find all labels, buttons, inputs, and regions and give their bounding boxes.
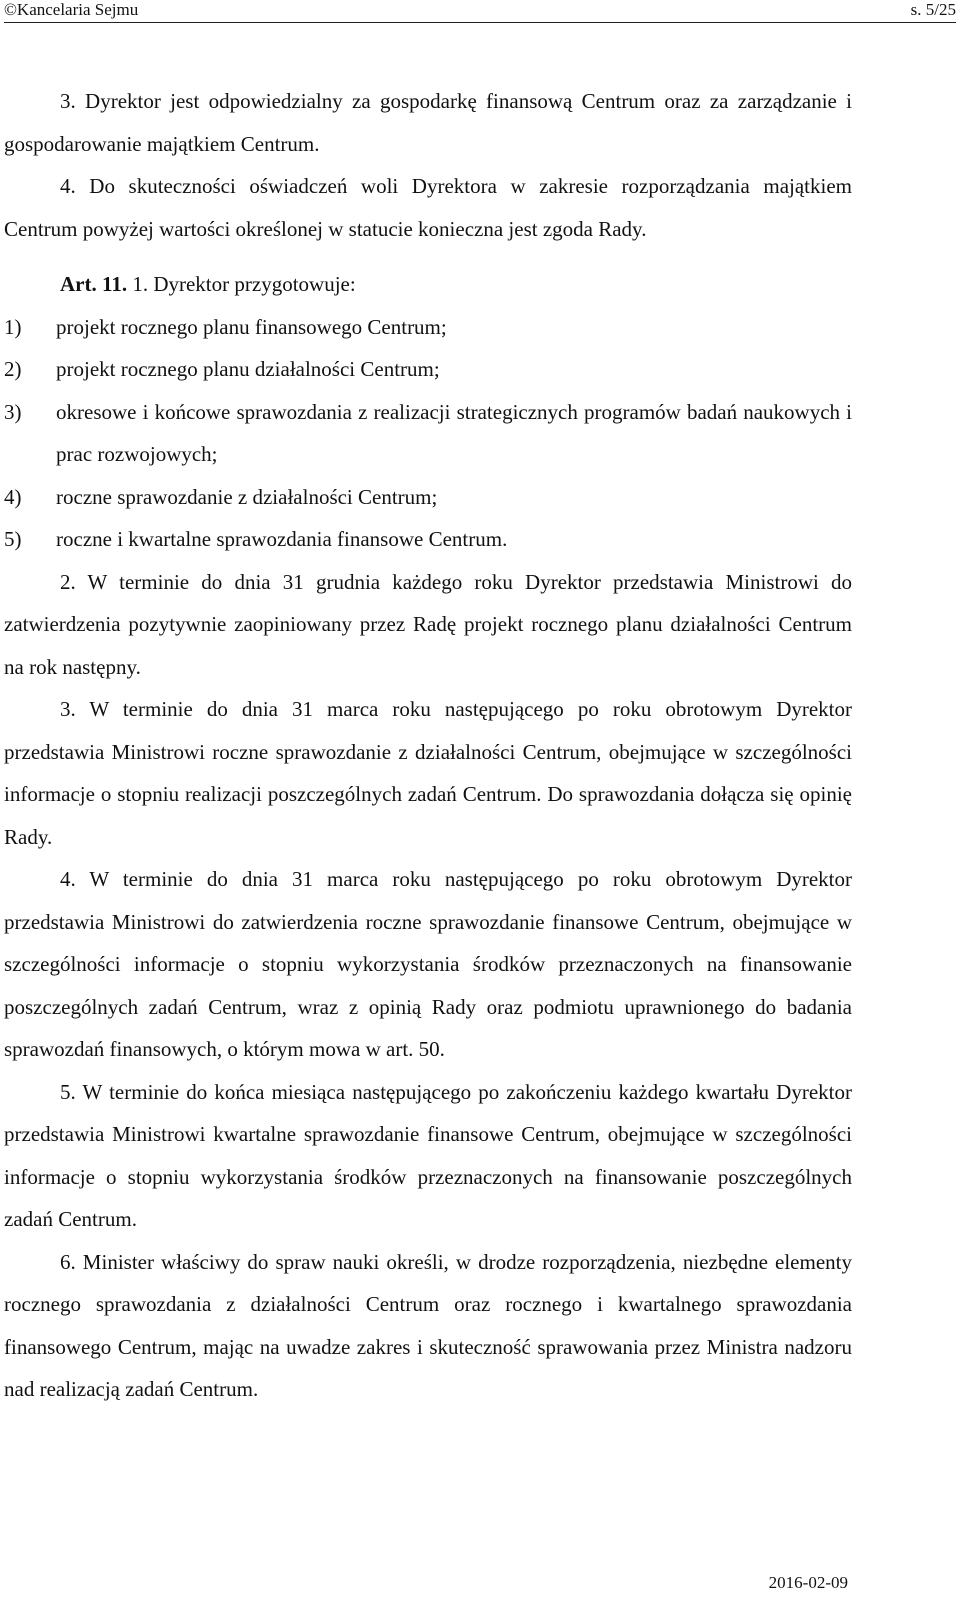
point-text: projekt rocznego planu finansowego Centrum; (56, 314, 447, 339)
article-11-paragraph-3: 3. W terminie do dnia 31 marca roku następującego po roku obrotowym Dyrektor przedstawia Ministrowi roczne sprawozdanie z działalności Centrum, obejmujące w szczególności informacje o stopniu realizacji poszczególnych zadań Centrum. Do sprawozdania dołącza się opinię Rady. (4, 697, 852, 849)
list-item (4, 348, 852, 391)
point-number: 2) (4, 357, 22, 381)
publisher-label: ©Kancelaria Sejmu (4, 0, 139, 19)
point-text: roczne i kwartalne sprawozdania finansowe Centrum. (56, 527, 508, 551)
article-11-heading (4, 263, 852, 306)
article-11-paragraph-6: 6. Minister właściwy do spraw nauki określi, w drodze rozporządzenia, niezbędne elementy rocznego sprawozdania z działalności Centrum oraz rocznego i kwartalnego sprawozdania finansowego Centrum, mając na uwadze zakres i skuteczność sprawowania przez Ministra nadzoru nad realizacją zadań Centrum. (4, 1249, 852, 1401)
list-item (4, 518, 852, 561)
page-number: s. 5/25 (910, 0, 956, 19)
point-number: 3) (4, 399, 22, 424)
point-text: projekt rocznego planu działalności Centrum; (56, 357, 440, 381)
point-number: 5) (4, 527, 22, 551)
point-number: 4) (4, 484, 22, 509)
article-11-paragraph-5: 5. W terminie do końca miesiąca następującego po zakończeniu każdego kwartału Dyrektor przedstawia Ministrowi kwartalne sprawozdanie finansowe Centrum, obejmujące w szczególności informacje o stopniu wykorzystania środków przeznaczonych na finansowanie poszczególnych zadań Centrum. (4, 1079, 852, 1231)
points-list (4, 306, 852, 561)
paragraph-3: 3. Dyrektor jest odpowiedzialny za gospodarkę finansową Centrum oraz za zarządzanie i gospodarowanie majątkiem Centrum. (4, 89, 852, 156)
article-intro: 1. Dyrektor przygotowuje: (127, 272, 356, 296)
point-number: 1) (4, 314, 22, 339)
point-text: roczne sprawozdanie z działalności Centrum; (56, 484, 438, 509)
document-body (4, 80, 852, 1411)
article-label: Art. 11. (60, 272, 128, 296)
paragraph-4: 4. Do skuteczności oświadczeń woli Dyrektora w zakresie rozporządzania majątkiem Centrum powyżej wartości określonej w statucie konieczna jest zgoda Rady. (4, 174, 852, 241)
list-item (4, 306, 852, 349)
footer-date: 2016-02-09 (768, 1573, 848, 1592)
list-item (4, 391, 852, 476)
article-11-paragraph-2: 2. W terminie do dnia 31 grudnia każdego roku Dyrektor przedstawia Ministrowi do zatwierdzenia pozytywnie zaopiniowany przez Radę projekt rocznego planu działalności Centrum na rok następny. (4, 569, 852, 679)
page-header (4, 0, 956, 23)
point-text: okresowe i końcowe sprawozdania z realizacji strategicznych programów badań naukowych i prac rozwojowych; (56, 399, 852, 466)
list-item (4, 476, 852, 519)
article-11-paragraph-4: 4. W terminie do dnia 31 marca roku następującego po roku obrotowym Dyrektor przedstawia Ministrowi do zatwierdzenia roczne sprawozdanie finansowe Centrum, obejmujące w szczególności informacje o stopniu wykorzystania środków przeznaczonych na finansowanie poszczególnych zadań Centrum, wraz z opinią Rady oraz podmiotu uprawnionego do badania sprawozdań finansowych, o którym mowa w art. 50. (4, 867, 852, 1061)
